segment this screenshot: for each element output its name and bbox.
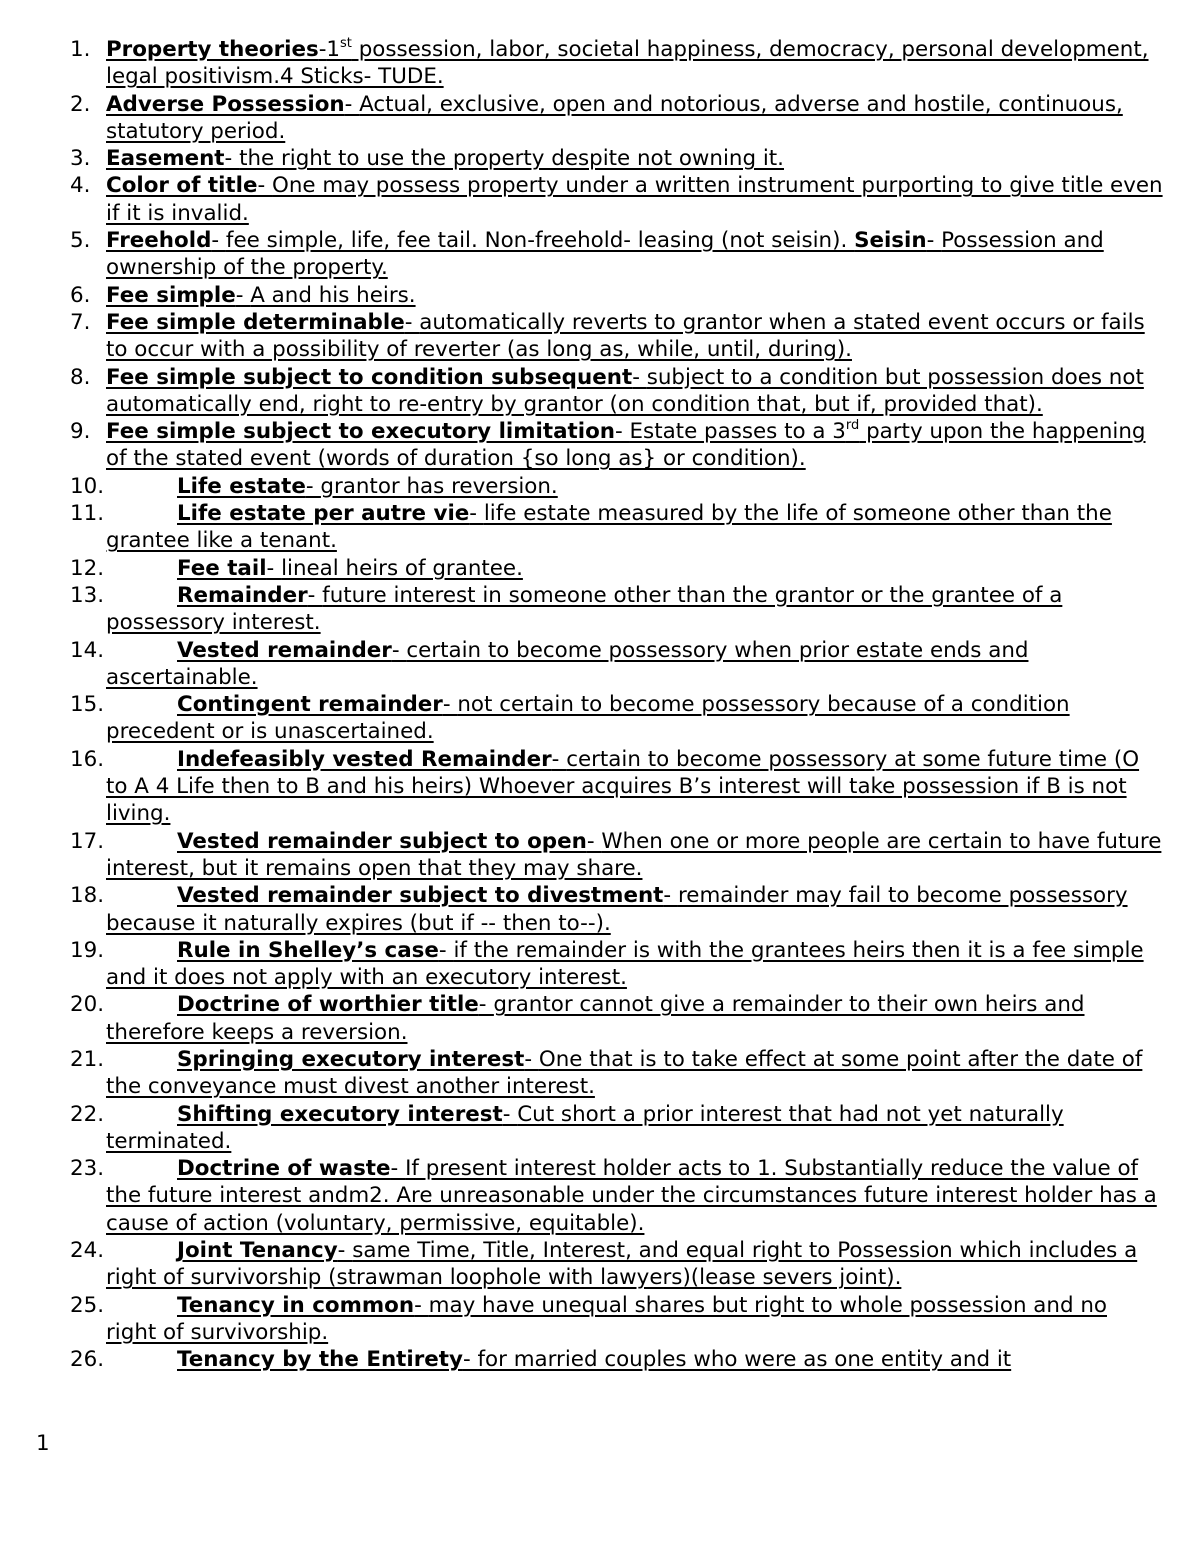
item-definition: Estate passes to a 3: [629, 419, 846, 445]
term-separator: -: [502, 1101, 518, 1127]
item-definition: lineal heirs of grantee.: [281, 555, 523, 581]
item-term: Vested remainder: [177, 637, 392, 663]
item-number: 3.: [70, 146, 91, 172]
term-separator: -: [391, 637, 407, 663]
item-term: Contingent remainder: [177, 692, 443, 718]
item-text: [106, 692, 1070, 744]
list-item: [0, 364, 1200, 419]
item-number: 14.: [70, 637, 105, 663]
item-term: Shifting executory interest: [177, 1101, 503, 1127]
list-item: [0, 746, 1200, 828]
item-term: Color of title: [106, 173, 258, 199]
item-number: 5.: [70, 228, 91, 254]
item-number: 25.: [70, 1292, 105, 1318]
term-separator: -: [551, 746, 567, 772]
item-term: Springing executory interest: [177, 1046, 525, 1072]
item-definition: may have unequal shares but right to whole possession and no right of survivorship.: [106, 1292, 1107, 1345]
item-definition: if the remainder is with the grantees heirs then it is a fee simple and it does not apply with an executory interest.: [106, 937, 1144, 991]
item-number: 8.: [70, 364, 91, 390]
item-definition: remainder may fail to become possessory because it naturally expires (but if -- then to--).: [106, 883, 1128, 936]
item-definition: grantor cannot give a remainder to their own heirs and therefore keeps a reversion.: [106, 992, 1085, 1045]
item-definition-secondary: Possession and ownership of the property.: [106, 228, 1104, 281]
item-number: 12.: [70, 555, 105, 581]
item-term: Fee tail: [177, 555, 267, 581]
list-item: [0, 500, 1200, 555]
item-definition: One that is to take effect at some point after the date of the conveyance must divest another interest.: [106, 1046, 1143, 1100]
item-number: 23.: [70, 1156, 105, 1182]
item-text: [106, 583, 1062, 635]
item-definition: A and his heirs.: [250, 282, 416, 308]
item-number: 2.: [70, 91, 91, 117]
term-separator: -: [235, 282, 251, 308]
item-text: [106, 829, 1161, 881]
list-item: [0, 91, 1200, 146]
item-term: Fee simple determinable: [106, 309, 405, 335]
term-separator: -: [478, 992, 494, 1018]
item-text: [106, 1102, 1064, 1154]
list-item: [0, 227, 1200, 282]
item-term: Vested remainder subject to open: [177, 828, 587, 854]
item-number: 16.: [70, 746, 105, 772]
list-item: [0, 991, 1200, 1046]
item-term: Tenancy in common: [177, 1292, 415, 1318]
item-number: 6.: [70, 282, 91, 308]
item-number: 24.: [70, 1238, 105, 1264]
term-separator: -: [462, 1347, 478, 1373]
list-item: [0, 145, 1200, 172]
term-separator: -: [586, 828, 602, 854]
item-definition: One may possess property under a written instrument purporting to give title even if it is invalid.: [106, 173, 1163, 226]
item-text: [106, 37, 1149, 89]
item-text: [106, 173, 1163, 225]
item-number: 21.: [70, 1046, 105, 1072]
ordinal-suffix: rd: [845, 418, 860, 434]
item-text: [177, 556, 523, 581]
item-number: 19.: [70, 937, 105, 963]
item-text: [106, 228, 1104, 280]
item-text: [106, 883, 1128, 935]
ordinal-number: 1: [326, 37, 341, 62]
list-item: [0, 555, 1200, 582]
ordinal-suffix: st: [340, 36, 352, 51]
item-text: [106, 747, 1139, 827]
item-number: 13.: [70, 582, 105, 608]
term-separator: -: [469, 501, 484, 527]
item-definition: If present interest holder acts to 1. Substantially reduce the value of the future interest andm2. Are unreasonable under the circumstances future interest holder has a cause of action (voluntary, permissive, equitable).: [106, 1156, 1157, 1236]
list-item: [0, 1101, 1200, 1156]
list-item: [0, 36, 1200, 91]
term-separator: -: [266, 555, 282, 581]
item-text: [106, 938, 1144, 990]
item-term: Doctrine of worthier title: [177, 992, 479, 1018]
term-separator: -: [926, 228, 942, 254]
item-term: Fee simple subject to condition subsequent: [106, 364, 633, 390]
item-number: 7.: [70, 309, 91, 335]
item-term: Rule in Shelley’s case: [177, 937, 439, 963]
item-number: 9.: [70, 419, 91, 445]
item-term: Fee simple: [106, 282, 236, 308]
term-separator: -: [224, 146, 240, 172]
list-item: [0, 1237, 1200, 1292]
definitions-list: [0, 36, 1200, 1374]
item-number: 17.: [70, 828, 105, 854]
item-definition: grantor has reversion.: [320, 473, 558, 499]
list-item: [0, 1155, 1200, 1237]
item-text: [177, 1347, 1011, 1372]
item-definition: subject to a condition but possession does not automatically end, right to re-entry by grantor (on condition that, but if, provided that).: [106, 364, 1144, 417]
term-separator: -: [632, 364, 647, 390]
term-separator: -: [307, 582, 323, 608]
item-term: Remainder: [177, 582, 308, 608]
item-definition: Cut short a prior interest that had not yet naturally terminated.: [106, 1101, 1064, 1154]
item-definition: future interest in someone other than the grantor or the grantee of a possessory interest.: [106, 582, 1063, 636]
term-separator: -: [344, 91, 360, 117]
item-definition: When one or more people are certain to have future interest, but it remains open that they may share.: [106, 828, 1162, 881]
item-number: 10.: [70, 473, 105, 499]
item-text: [177, 474, 558, 499]
list-item: [0, 1346, 1200, 1373]
item-number: 20.: [70, 992, 105, 1018]
list-item: [0, 1292, 1200, 1347]
item-term: Easement: [106, 146, 225, 172]
item-number: 18.: [70, 883, 105, 909]
item-term: Joint Tenancy: [177, 1238, 338, 1264]
term-separator: -: [615, 419, 630, 445]
item-definition: certain to become possessory when prior estate ends and ascertainable.: [106, 637, 1029, 690]
item-number: 22.: [70, 1101, 105, 1127]
term-separator: -: [414, 1292, 429, 1318]
item-term: Life estate: [177, 473, 306, 499]
term-separator: -: [257, 173, 273, 199]
term-separator: -: [438, 937, 454, 963]
item-text: [106, 992, 1085, 1044]
item-number: 11.: [70, 501, 105, 527]
item-definition: certain to become possessory at some future time (O to A 4 Life then to B and his heirs) Whoever acquires B’s interest will take possession if B is not living.: [106, 746, 1140, 827]
item-term: Property theories: [106, 37, 319, 62]
list-item: [0, 828, 1200, 883]
item-text: [106, 419, 1146, 471]
item-number: 1.: [70, 37, 91, 62]
item-text: [106, 146, 784, 171]
item-definition: fee simple, life, fee tail. Non-freehold- leasing (not seisin).: [225, 228, 855, 254]
item-definition: Actual, exclusive, open and notorious, adverse and hostile, continuous, statutory period.: [106, 91, 1123, 144]
item-text: [106, 1238, 1137, 1290]
term-separator: -: [524, 1046, 539, 1072]
item-definition: for married couples who were as one entity and it: [477, 1347, 1012, 1373]
term-separator: -: [390, 1156, 406, 1182]
term-separator: -: [404, 309, 420, 335]
list-item: [0, 282, 1200, 309]
item-term: Tenancy by the Entirety: [177, 1347, 463, 1373]
item-text: [106, 1156, 1157, 1236]
item-number: 26.: [70, 1347, 105, 1373]
item-text: [106, 1293, 1107, 1345]
term-separator: -: [305, 473, 321, 499]
item-text: [106, 92, 1123, 144]
list-item: [0, 582, 1200, 637]
item-term: Freehold: [106, 228, 212, 254]
list-item: [0, 882, 1200, 937]
list-item: [0, 937, 1200, 992]
list-item: [0, 309, 1200, 364]
item-text: [106, 1047, 1142, 1099]
list-item: [0, 172, 1200, 227]
list-item: [0, 637, 1200, 692]
term-separator: -: [337, 1238, 353, 1264]
term-separator: -: [663, 883, 678, 909]
item-definition: life estate measured by the life of someone other than the grantee like a tenant.: [106, 501, 1112, 554]
item-definition: automatically reverts to grantor when a stated event occurs or fails to occur with a possibility of reverter (as long as, while, until, during).: [106, 309, 1145, 363]
item-term: Vested remainder subject to divestment: [177, 883, 664, 909]
item-definition: not certain to become possessory because of a condition precedent or is unascertained.: [106, 692, 1070, 745]
item-term: Life estate per autre vie: [177, 501, 470, 527]
item-definition-continued: party upon the happening of the stated event (words of duration {so long as} or condition).: [106, 419, 1146, 472]
item-text: [106, 638, 1028, 690]
item-definition: the right to use the property despite not owning it.: [239, 146, 784, 172]
item-number: 15.: [70, 692, 105, 718]
term-separator: -: [318, 37, 327, 62]
item-text: [106, 501, 1112, 553]
list-item: [0, 418, 1200, 473]
page-number: 1: [36, 1431, 50, 1456]
item-definition: possession, labor, societal happiness, democracy, personal development, legal positivism.4 Sticks- TUDE.: [106, 37, 1149, 90]
item-term: Indefeasibly vested Remainder: [177, 746, 552, 772]
item-term-secondary: Seisin: [854, 228, 927, 254]
item-term: Doctrine of waste: [177, 1156, 391, 1182]
item-text: [106, 283, 416, 308]
item-term: Fee simple subject to executory limitation: [106, 419, 615, 445]
item-text: [106, 365, 1144, 417]
item-text: [106, 310, 1145, 362]
list-item: [0, 691, 1200, 746]
item-term: Adverse Possession: [106, 91, 345, 117]
list-item: [0, 473, 1200, 500]
term-separator: -: [442, 692, 458, 718]
item-definition: same Time, Title, Interest, and equal right to Possession which includes a right of survivorship (strawman loophole with lawyers)(lease severs joint).: [106, 1238, 1138, 1291]
term-separator: -: [211, 228, 226, 254]
item-number: 4.: [70, 173, 91, 199]
list-item: [0, 1046, 1200, 1101]
